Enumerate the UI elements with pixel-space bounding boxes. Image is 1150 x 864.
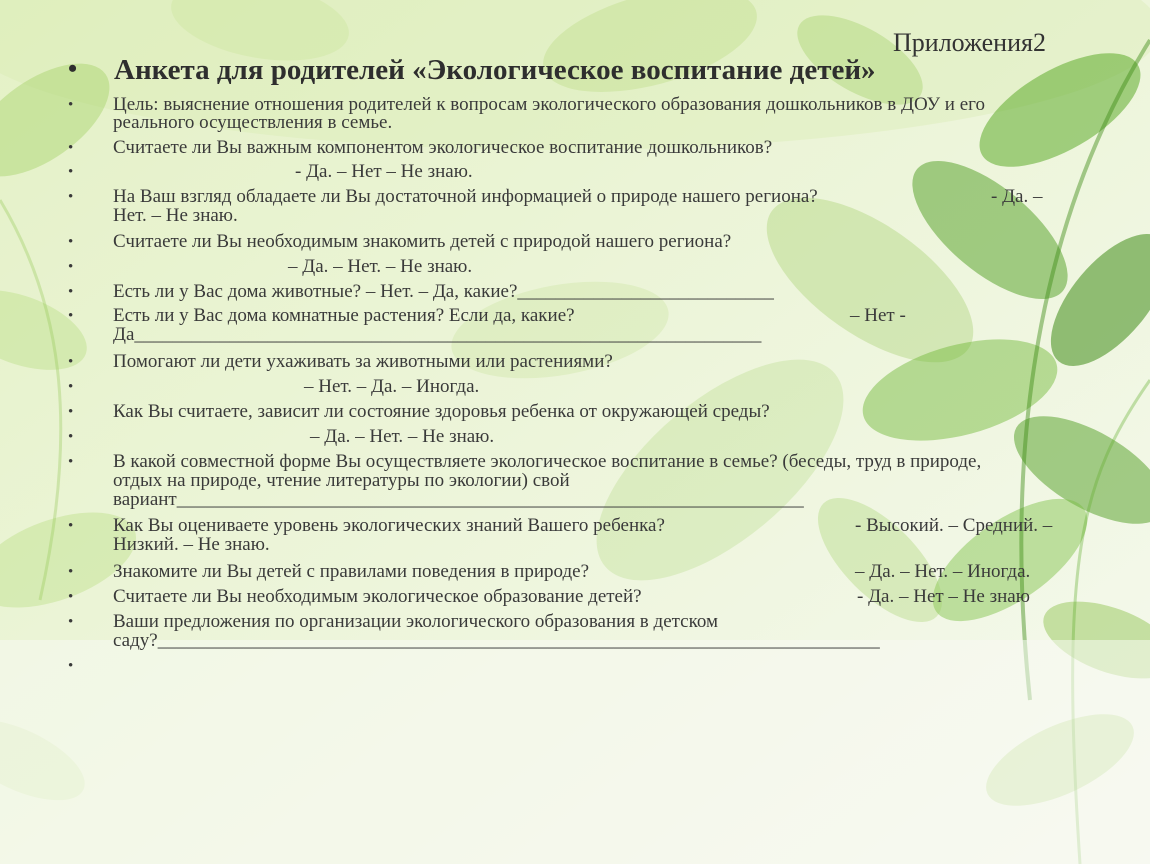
bullet: •: [68, 589, 74, 605]
answer-options: – Да. – Нет. – Не знаю.: [310, 426, 495, 447]
answer-options: Низкий. – Не знаю.: [113, 534, 270, 555]
bullet: •: [68, 454, 74, 470]
bullet: •: [68, 54, 78, 83]
bullet: •: [68, 97, 74, 113]
answer-options: – Да. – Нет. – Иногда.: [855, 561, 1031, 582]
bullet: •: [68, 164, 74, 180]
bullet: •: [68, 259, 74, 275]
answer-options: Нет. – Не знаю.: [113, 205, 238, 226]
bullet: •: [68, 564, 74, 580]
question-text: На Ваш взгляд обладаете ли Вы достаточной информацией о природе нашего региона?: [113, 186, 818, 207]
bullet: •: [68, 404, 74, 420]
question-text: В какой совместной форме Вы осуществляете экологическое воспитание в семье? (беседы, труд в природе,: [113, 451, 982, 472]
question-text: Как Вы считаете, зависит ли состояние здоровья ребенка от окружающей среды?: [113, 401, 770, 422]
item-text: Цель: выяснение отношения родителей к вопросам экологического образования дошкольников в ДОУ и его: [113, 94, 985, 115]
bullet: •: [68, 308, 74, 324]
question-text: Есть ли у Вас дома комнатные растения? Если да, какие?: [113, 305, 575, 326]
answer-options: - Высокий. – Средний. –: [855, 515, 1053, 536]
answer-options: - Да. – Нет – Не знаю.: [295, 161, 473, 182]
question-text: Есть ли у Вас дома животные? – Нет. – Да, какие?___________________________: [113, 281, 774, 302]
appendix-label: Приложения2: [893, 28, 1046, 57]
question-text: Знакомите ли Вы детей с правилами поведения в природе?: [113, 561, 590, 582]
question-text: Как Вы оцениваете уровень экологических знаний Вашего ребенка?: [113, 515, 665, 536]
answer-line: вариант__________________________________________________________________: [113, 489, 804, 510]
bullet: •: [68, 189, 74, 205]
bullet: •: [68, 429, 74, 445]
question-text: отдых на природе, чтение литературы по экологии) свой: [113, 470, 570, 491]
bullet: •: [68, 140, 74, 156]
question-text: Ваши предложения по организации экологического образования в детском: [113, 611, 719, 632]
bullet: •: [68, 284, 74, 300]
bullet: •: [68, 234, 74, 250]
item-text: реального осуществления в семье.: [113, 112, 393, 133]
answer-options: – Нет -: [850, 305, 906, 326]
answer-options: – Нет. – Да. – Иногда.: [304, 376, 480, 397]
question-text: Считаете ли Вы необходимым знакомить детей с природой нашего региона?: [113, 231, 732, 252]
question-text: Считаете ли Вы необходимым экологическое образование детей?: [113, 586, 642, 607]
answer-line: саду?____________________________________________________________________________: [113, 630, 880, 651]
bullet: •: [68, 518, 74, 534]
bullet: •: [68, 379, 74, 395]
questionnaire-title: Анкета для родителей «Экологическое воспитание детей»: [114, 54, 876, 86]
bullet: •: [68, 354, 74, 370]
answer-line: Да__________________________________________________________________: [113, 324, 762, 345]
question-text: Помогают ли дети ухаживать за животными или растениями?: [113, 351, 613, 372]
answer-options: - Да. – Нет – Не знаю: [857, 586, 1030, 607]
bullet: •: [68, 658, 74, 674]
bullet: •: [68, 614, 74, 630]
question-text: Считаете ли Вы важным компонентом экологическое воспитание дошкольников?: [113, 137, 773, 158]
answer-options: – Да. – Нет. – Не знаю.: [288, 256, 473, 277]
answer-options: - Да. –: [991, 186, 1043, 207]
